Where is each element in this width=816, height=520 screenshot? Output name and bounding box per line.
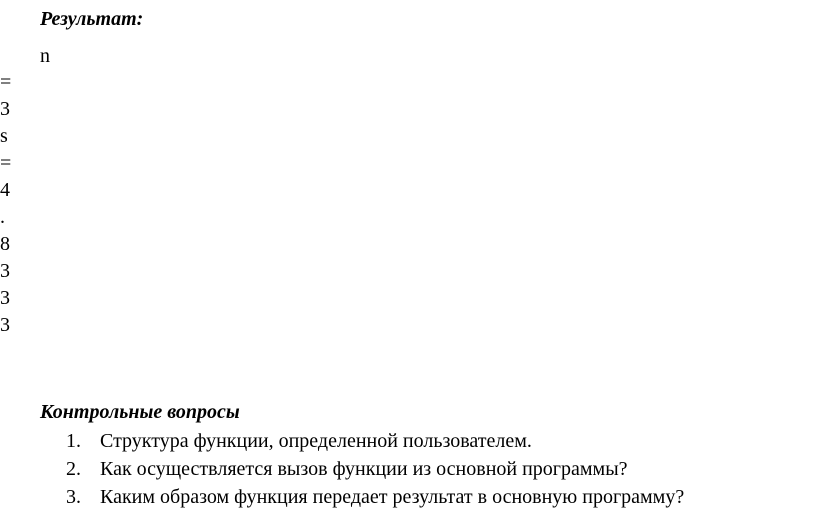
question-text: Структура функции, определенной пользователем. [100, 430, 532, 452]
question-number: 2. [66, 458, 81, 480]
question-item [66, 427, 684, 455]
questions-list [66, 427, 684, 511]
result-heading: Результат: [40, 8, 144, 30]
result-output-char: . [0, 206, 5, 228]
question-number: 1. [66, 430, 81, 452]
result-output-char: 3 [0, 98, 10, 120]
question-text: Как осуществляется вызов функции из основной программы? [100, 458, 628, 480]
question-text: Каким образом функция передает результат в основную программу? [100, 486, 685, 508]
questions-heading: Контрольные вопросы [40, 401, 240, 423]
result-output-char: 3 [0, 314, 10, 336]
question-item [66, 483, 684, 511]
result-output-char: = [0, 71, 12, 93]
result-output-char: 3 [0, 287, 10, 309]
result-output-vertical [0, 69, 11, 339]
result-output-first-line: n [40, 45, 50, 67]
question-number: 3. [66, 486, 81, 508]
result-output-char: 4 [0, 179, 10, 201]
result-output-char: 3 [0, 260, 10, 282]
result-output-char: = [0, 152, 12, 174]
question-item [66, 455, 684, 483]
result-output-char: s [0, 125, 8, 147]
result-output-char: 8 [0, 233, 10, 255]
